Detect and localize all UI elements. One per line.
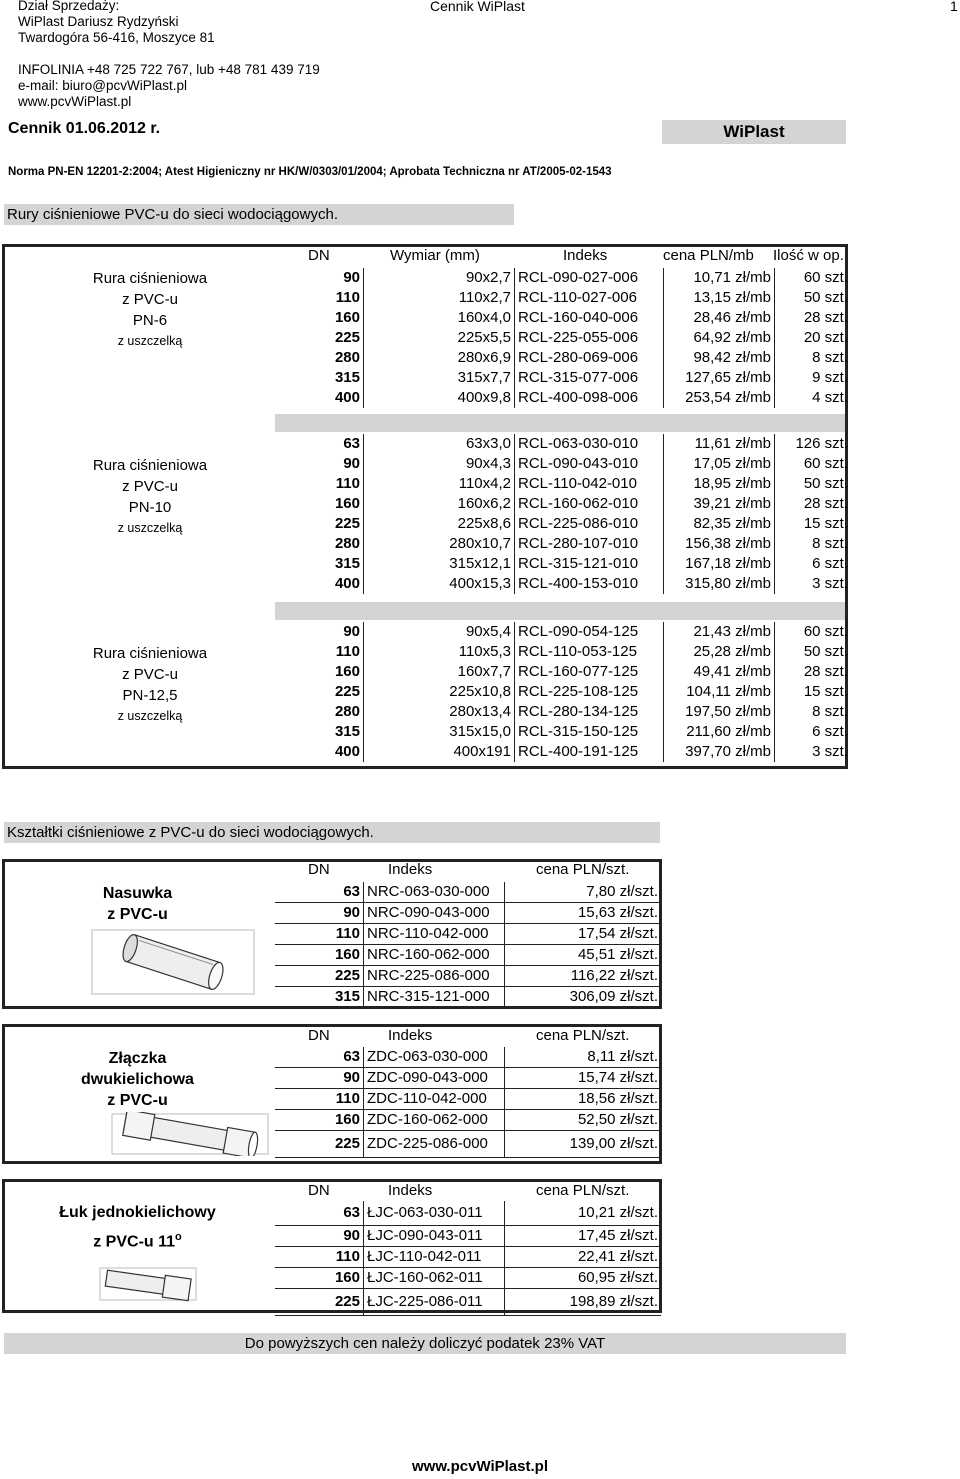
pipes-group-separator (275, 414, 845, 432)
pipe-row (275, 534, 851, 554)
pipe-cell: 160x6,2 (364, 494, 515, 514)
pipe-cell: RCL-110-027-006 (515, 288, 664, 308)
pipe-cell: 197,50 zł/mb (664, 702, 775, 722)
pipe-cell: 225x10,8 (364, 682, 515, 702)
pipe-cell: 280x6,9 (364, 348, 515, 368)
pipe-row (275, 622, 851, 642)
fitting-cell: ZDC-225-086-000 (364, 1131, 505, 1158)
fitting-row (275, 1068, 661, 1089)
pipe-cell: 9 szt. (812, 369, 848, 386)
fitting-cell: NRC-063-030-000 (364, 882, 505, 903)
fitting-cell: 17,54 zł/szt. (505, 924, 662, 945)
pipe-cell: 6 szt. (812, 555, 848, 572)
pipe-row (275, 702, 851, 722)
fitting-cell: 18,56 zł/szt. (505, 1089, 662, 1110)
fitting-cell: 306,09 zł/szt. (505, 987, 662, 1008)
pipe-cell: RCL-280-069-006 (515, 348, 664, 368)
pipe-cell: 400x9,8 (364, 388, 515, 408)
pipe-row (275, 434, 851, 454)
seller-line-1: Dział Sprzedaży: (18, 0, 120, 13)
pipe-cell: 60 szt. (803, 269, 848, 286)
fitting-cell: 90 (275, 1226, 364, 1247)
fitting-cell: NRC-090-043-000 (364, 903, 505, 924)
pipe-cell: RCL-400-191-125 (515, 742, 664, 762)
pipe-cell: 63x3,0 (364, 434, 515, 454)
pipe-cell: RCL-280-134-125 (515, 702, 664, 722)
pipe-row (275, 328, 851, 348)
fittings-col-indeks: Indeks (388, 861, 433, 878)
pipe-cell: 315,80 zł/mb (664, 574, 775, 594)
pipe-row (275, 288, 851, 308)
fitting-cell: 10,21 zł/szt. (505, 1201, 662, 1226)
pipe-cell: 110x2,7 (364, 288, 515, 308)
fitting-cell: 15,63 zł/szt. (505, 903, 662, 924)
pipe-cell: 225 (275, 328, 364, 348)
fitting-row (275, 1047, 661, 1068)
pipes-group-label: Rura ciśnieniowa z PVC-u PN-12,5 z uszczelką (92, 645, 208, 723)
pipe-cell: 64,92 zł/mb (664, 328, 775, 348)
fittings-col-cena: cena PLN/szt. (536, 1027, 630, 1044)
fitting-cell: 60,95 zł/szt. (505, 1268, 662, 1289)
contact-line-2: e-mail: biuro@pcvWiPlast.pl (18, 78, 188, 93)
fitting-cell: 90 (275, 1068, 364, 1089)
pipe-row (275, 574, 851, 594)
fitting-cell: ZDC-090-043-000 (364, 1068, 505, 1089)
fittings-col-dn: DN (308, 1027, 330, 1044)
fitting-cell: ZDC-160-062-000 (364, 1110, 505, 1131)
pipe-cell: 400 (275, 574, 364, 594)
fitting-cell: ŁJC-090-043-011 (364, 1226, 505, 1247)
pipe-cell: 49,41 zł/mb (664, 662, 775, 682)
fitting-row (275, 1268, 661, 1289)
pipe-row (275, 348, 851, 368)
fittings-col-cena: cena PLN/szt. (536, 861, 630, 878)
fitting-row (275, 1289, 661, 1316)
pipe-cell: 315 (275, 722, 364, 742)
pipes-col-indeks: Indeks (563, 247, 608, 264)
pipes-group-label: Rura ciśnieniowa z PVC-u PN-10 z uszczelką (92, 457, 208, 535)
fitting-cell: ŁJC-160-062-011 (364, 1268, 505, 1289)
doc-title: Cennik WiPlast (430, 0, 525, 14)
pipe-cell: 60 szt. (803, 623, 848, 640)
cennik-date: Cennik 01.06.2012 r. (8, 120, 161, 137)
pipe-cell: 98,42 zł/mb (664, 348, 775, 368)
vat-note: Do powyższych cen należy doliczyć podatek 23% VAT (244, 1335, 606, 1352)
pipe-cell: RCL-110-042-010 (515, 474, 664, 494)
fitting-row (275, 1131, 661, 1158)
pipe-cell: 225 (275, 682, 364, 702)
seller-line-3: Twardogóra 56-416, Moszyce 81 (18, 30, 215, 45)
pipe-row (275, 268, 851, 288)
pipe-row (275, 454, 851, 474)
pipe-cell: 28 szt. (803, 309, 848, 326)
pipe-row (275, 474, 851, 494)
pipe-cell: 21,43 zł/mb (664, 622, 775, 642)
fitting-row (275, 1247, 661, 1268)
pipe-row (275, 722, 851, 742)
fitting-row (275, 903, 661, 924)
pipes-table (275, 622, 851, 762)
pipe-cell: 280 (275, 534, 364, 554)
fittings-col-indeks: Indeks (388, 1027, 433, 1044)
pipe-cell: 15 szt. (803, 515, 848, 532)
fittings-section-bar (4, 822, 660, 843)
brand-bar (662, 120, 846, 144)
pipe-row (275, 368, 851, 388)
pipe-cell: 13,15 zł/mb (664, 288, 775, 308)
pipe-cell: 110x4,2 (364, 474, 515, 494)
pipe-cell: RCL-225-055-006 (515, 328, 664, 348)
pipe-cell: 39,21 zł/mb (664, 494, 775, 514)
fittings-table (275, 882, 661, 1008)
pipe-cell: 6 szt. (812, 723, 848, 740)
fitting-cell: 45,51 zł/szt. (505, 945, 662, 966)
pipes-group-separator (275, 602, 845, 620)
pipe-cell: 315x15,0 (364, 722, 515, 742)
pipe-cell: 280x10,7 (364, 534, 515, 554)
pipe-cell: RCL-315-121-010 (515, 554, 664, 574)
pipe-cell: 225x8,6 (364, 514, 515, 534)
pipe-cell: 110x5,3 (364, 642, 515, 662)
pipe-cell: 90 (275, 268, 364, 288)
fittings-col-cena: cena PLN/szt. (536, 1182, 630, 1199)
pipe-cell: 60 szt. (803, 455, 848, 472)
pipe-cell: 110 (275, 288, 364, 308)
pipe-row (275, 682, 851, 702)
fitting-cell: ŁJC-063-030-011 (364, 1201, 505, 1226)
fitting-cell: ŁJC-110-042-011 (364, 1247, 505, 1268)
norma-text: Norma PN-EN 12201-2:2004; Atest Higieniczny nr HK/W/0303/01/2004; Aprobata Techniczna nr AT/2005-02-1543 (8, 166, 612, 178)
pipe-cell: 28,46 zł/mb (664, 308, 775, 328)
pipe-row (275, 388, 851, 408)
contact-line-1: INFOLINIA +48 725 722 767, lub +48 781 439 719 (18, 62, 320, 77)
pipe-cell: 167,18 zł/mb (664, 554, 775, 574)
pipe-cell: 315x7,7 (364, 368, 515, 388)
pipe-cell: RCL-400-098-006 (515, 388, 664, 408)
pipe-cell: 10,71 zł/mb (664, 268, 775, 288)
fitting-cell: NRC-110-042-000 (364, 924, 505, 945)
pipe-cell: RCL-400-153-010 (515, 574, 664, 594)
pipe-cell: 126 szt. (795, 435, 848, 452)
pipe-cell: 156,38 zł/mb (664, 534, 775, 554)
pipe-cell: 90x4,3 (364, 454, 515, 474)
pipe-cell: RCL-315-077-006 (515, 368, 664, 388)
pipe-cell: 225 (275, 514, 364, 534)
pipe-cell: 400 (275, 388, 364, 408)
pipe-cell: 400 (275, 742, 364, 762)
pipe-cell: 4 szt. (812, 389, 848, 406)
pipe-cell: RCL-090-054-125 (515, 622, 664, 642)
fitting-cell: 225 (275, 966, 364, 987)
fitting-cell: 17,45 zł/szt. (505, 1226, 662, 1247)
pipe-cell: 18,95 zł/mb (664, 474, 775, 494)
fitting-row (275, 945, 661, 966)
fitting-cell: 198,89 zł/szt. (505, 1289, 662, 1316)
pipe-cell: 90 (275, 454, 364, 474)
pipe-row (275, 742, 851, 762)
pipe-cell: RCL-090-027-006 (515, 268, 664, 288)
fitting-cell: 116,22 zł/szt. (505, 966, 662, 987)
pipe-cell: RCL-160-077-125 (515, 662, 664, 682)
fitting-cell: ŁJC-225-086-011 (364, 1289, 505, 1316)
fitting-row (275, 966, 661, 987)
fitting-cell: 15,74 zł/szt. (505, 1068, 662, 1089)
pipe-cell: RCL-225-108-125 (515, 682, 664, 702)
fitting-cell: 110 (275, 1247, 364, 1268)
fitting-row (275, 1226, 661, 1247)
pipe-cell: 160x4,0 (364, 308, 515, 328)
fitting-row (275, 924, 661, 945)
fittings-table (275, 1201, 661, 1316)
pipe-cell: 20 szt. (803, 329, 848, 346)
pipe-cell: 63 (275, 434, 364, 454)
fitting-cell: 7,80 zł/szt. (505, 882, 662, 903)
fitting-cell: 63 (275, 1201, 364, 1226)
pipe-cell: 280x13,4 (364, 702, 515, 722)
pipe-cell: 25,28 zł/mb (664, 642, 775, 662)
luk-image (98, 1266, 198, 1302)
fitting-cell: 160 (275, 1268, 364, 1289)
pipe-row (275, 662, 851, 682)
contact-line-3: www.pcvWiPlast.pl (18, 94, 132, 109)
pipe-cell: 3 szt. (812, 575, 848, 592)
fittings-col-dn: DN (308, 1182, 330, 1199)
pipe-cell: 28 szt. (803, 663, 848, 680)
seller-line-2: WiPlast Dariusz Rydzyński (18, 14, 179, 29)
pipe-cell: 400x15,3 (364, 574, 515, 594)
pipes-table (275, 434, 851, 594)
pipe-cell: 8 szt. (812, 349, 848, 366)
fitting-cell: 225 (275, 1131, 364, 1158)
pipe-cell: 110 (275, 474, 364, 494)
fitting-label-nasuwka: Nasuwka z PVC-u (102, 885, 173, 923)
pipe-cell: 110 (275, 642, 364, 662)
pipe-cell: 3 szt. (812, 743, 848, 760)
pipe-cell: 8 szt. (812, 703, 848, 720)
footer-url: www.pcvWiPlast.pl (411, 1458, 548, 1475)
pipe-cell: 82,35 zł/mb (664, 514, 775, 534)
pipes-col-ilosc: Ilość w op. (773, 247, 844, 264)
pipe-cell: 50 szt. (803, 289, 848, 306)
pipe-row (275, 554, 851, 574)
fitting-cell: 160 (275, 1110, 364, 1131)
pipe-cell: 211,60 zł/mb (664, 722, 775, 742)
pipe-cell: 90x5,4 (364, 622, 515, 642)
pipe-cell: 127,65 zł/mb (664, 368, 775, 388)
pipe-cell: 253,54 zł/mb (664, 388, 775, 408)
fittings-col-dn: DN (308, 861, 330, 878)
pipe-cell: 90x2,7 (364, 268, 515, 288)
pipe-cell: 50 szt. (803, 475, 848, 492)
fitting-row (275, 882, 661, 903)
pipe-cell: 90 (275, 622, 364, 642)
fitting-label-luk: Łuk jednokielichowy z PVC-u 11$^o$ (59, 1204, 216, 1251)
pipe-cell: RCL-160-062-010 (515, 494, 664, 514)
pipe-cell: 17,05 zł/mb (664, 454, 775, 474)
pipe-cell: RCL-160-040-006 (515, 308, 664, 328)
pipe-cell: 15 szt. (803, 683, 848, 700)
pipe-cell: 160 (275, 662, 364, 682)
fitting-row (275, 987, 661, 1008)
vat-note-bar (4, 1333, 846, 1354)
fitting-cell: 110 (275, 1089, 364, 1110)
pipe-row (275, 514, 851, 534)
fittings-table (275, 1047, 661, 1158)
pipe-cell: RCL-063-030-010 (515, 434, 664, 454)
fitting-cell: 8,11 zł/szt. (505, 1047, 662, 1068)
pipe-cell: 315x12,1 (364, 554, 515, 574)
pipes-group-label: Rura ciśnieniowa z PVC-u PN-6 z uszczelką (92, 270, 208, 348)
pipe-cell: 50 szt. (803, 643, 848, 660)
pipe-cell: 280 (275, 702, 364, 722)
fitting-label-zlaczka: Złączka dwukielichowa z PVC-u (81, 1050, 194, 1109)
fitting-cell: 63 (275, 882, 364, 903)
fitting-row (275, 1201, 661, 1226)
pipe-cell: 280 (275, 348, 364, 368)
pipes-col-cena: cena PLN/mb (663, 247, 754, 264)
brand-name: WiPlast (723, 122, 785, 141)
fitting-cell: ZDC-110-042-000 (364, 1089, 505, 1110)
pipe-cell: 160 (275, 494, 364, 514)
pipe-cell: RCL-090-043-010 (515, 454, 664, 474)
fitting-cell: 90 (275, 903, 364, 924)
pipe-cell: 8 szt. (812, 535, 848, 552)
pipe-row (275, 642, 851, 662)
fitting-cell: 225 (275, 1289, 364, 1316)
page-number: 1 (950, 0, 958, 14)
nasuwka-image (88, 926, 258, 998)
pipe-cell: 400x191 (364, 742, 515, 762)
pipe-cell: RCL-225-086-010 (515, 514, 664, 534)
pipe-cell: RCL-315-150-125 (515, 722, 664, 742)
fittings-col-indeks: Indeks (388, 1182, 433, 1199)
fitting-row (275, 1089, 661, 1110)
pipes-section-title: Rury ciśnieniowe PVC-u do sieci wodociągowych. (7, 206, 338, 223)
fitting-cell: 52,50 zł/szt. (505, 1110, 662, 1131)
pipe-cell: RCL-110-053-125 (515, 642, 664, 662)
fitting-cell: 139,00 zł/szt. (505, 1131, 662, 1158)
pipe-cell: RCL-280-107-010 (515, 534, 664, 554)
pipe-cell: 160 (275, 308, 364, 328)
pipe-cell: 28 szt. (803, 495, 848, 512)
pipe-cell: 225x5,5 (364, 328, 515, 348)
fitting-cell: 63 (275, 1047, 364, 1068)
pipes-col-dn: DN (308, 247, 330, 264)
pipe-cell: 11,61 zł/mb (664, 434, 775, 454)
pipe-row (275, 494, 851, 514)
pipe-cell: 397,70 zł/mb (664, 742, 775, 762)
pipes-section-bar (4, 204, 514, 225)
fitting-cell: ZDC-063-030-000 (364, 1047, 505, 1068)
pipe-cell: 315 (275, 554, 364, 574)
fitting-cell: 160 (275, 945, 364, 966)
pipe-cell: 160x7,7 (364, 662, 515, 682)
fitting-cell: NRC-160-062-000 (364, 945, 505, 966)
fitting-cell: 315 (275, 987, 364, 1008)
zlaczka-image (110, 1112, 270, 1156)
degree-mark: o (175, 1231, 182, 1243)
fitting-cell: NRC-225-086-000 (364, 966, 505, 987)
pipes-table (275, 268, 851, 408)
fitting-row (275, 1110, 661, 1131)
fitting-cell: 110 (275, 924, 364, 945)
pipes-col-wymiar: Wymiar (mm) (390, 247, 480, 264)
fitting-cell: NRC-315-121-000 (364, 987, 505, 1008)
fittings-section-title: Kształtki ciśnieniowe z PVC-u do sieci wodociągowych. (7, 824, 374, 841)
pipe-cell: 104,11 zł/mb (664, 682, 775, 702)
fitting-cell: 22,41 zł/szt. (505, 1247, 662, 1268)
pipe-row (275, 308, 851, 328)
pipe-cell: 315 (275, 368, 364, 388)
